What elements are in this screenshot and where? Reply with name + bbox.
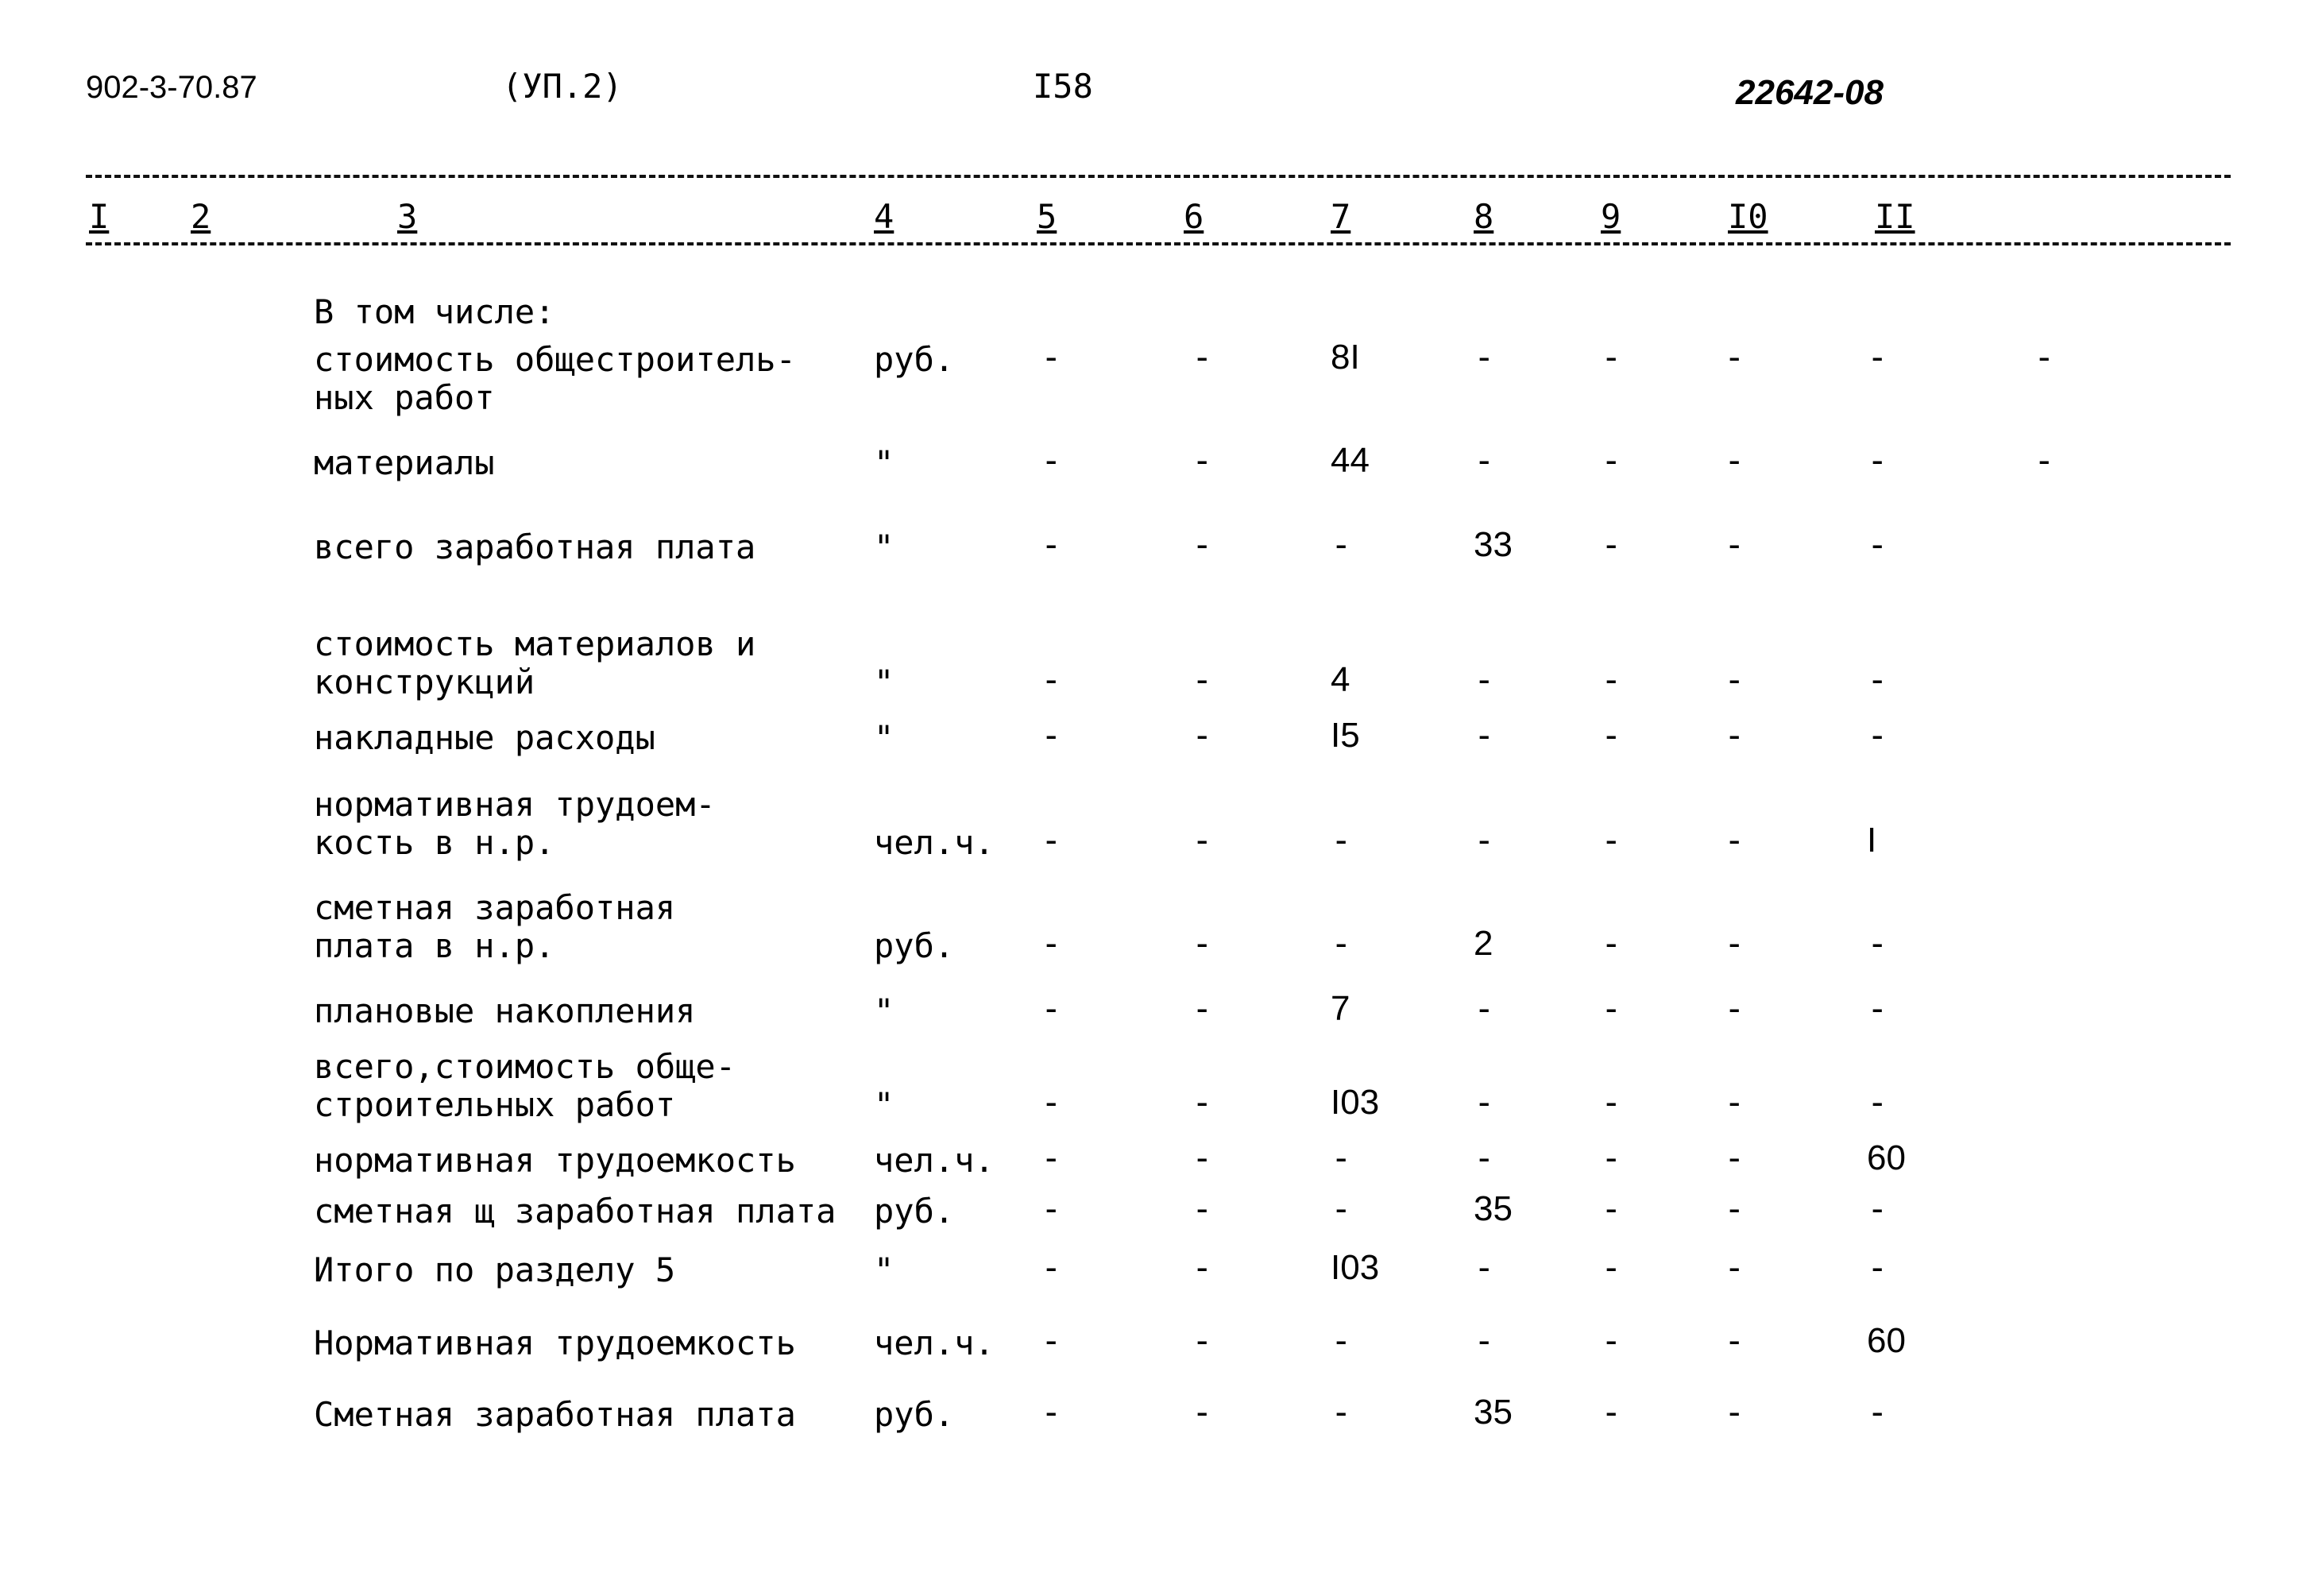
- row-unit: чел.ч.: [874, 823, 995, 862]
- row-value-col-6: -: [1192, 923, 1213, 964]
- row-value-col-6: -: [1192, 1138, 1213, 1178]
- row-value-col-8: -: [1474, 337, 1495, 377]
- row-value-col-10: -: [1724, 923, 1745, 964]
- row-value-col-8: -: [1474, 1247, 1495, 1288]
- column-header-2: 2: [191, 197, 211, 236]
- row-value-col-5: -: [1041, 1247, 1062, 1288]
- row-value-col-8: 35: [1474, 1393, 1513, 1432]
- row-value-col-8: -: [1474, 988, 1495, 1029]
- row-value-col-5: -: [1041, 524, 1062, 565]
- row-value-col-7: -: [1331, 923, 1352, 964]
- row-value-col-10: -: [1724, 524, 1745, 565]
- row-value-col-11: -: [1867, 440, 1888, 481]
- row-value-col-8: -: [1474, 820, 1495, 860]
- row-value-col-10: -: [1724, 1082, 1745, 1123]
- row-value-col-10: -: [1724, 988, 1745, 1029]
- row-value-col-7: 7: [1331, 989, 1350, 1028]
- row-value-col-5: -: [1041, 988, 1062, 1029]
- row-label: всего,стоимость обще-: [314, 1047, 736, 1086]
- column-header-4: 4: [874, 197, 894, 236]
- row-value-col-9: -: [1601, 659, 1622, 700]
- row-value-col-8: -: [1474, 659, 1495, 700]
- row-value-col-9: -: [1601, 1392, 1622, 1432]
- row-value-col-7: -: [1331, 1320, 1352, 1361]
- row-value-col-7: 4: [1331, 660, 1350, 699]
- row-value-col-11: 60: [1867, 1321, 1906, 1360]
- row-value-col-5: -: [1041, 1138, 1062, 1178]
- column-header-10: I0: [1728, 197, 1768, 236]
- row-value-col-10: -: [1724, 715, 1745, 755]
- row-value-col-7: -: [1331, 1188, 1352, 1229]
- row-value-col-11: -: [1867, 923, 1888, 964]
- row-value-col-6: -: [1192, 988, 1213, 1029]
- column-header-5: 5: [1037, 197, 1057, 236]
- row-value-col-9: -: [1601, 1138, 1622, 1178]
- row-value-col-8: 33: [1474, 525, 1513, 564]
- row-label: стоимость материалов и: [314, 624, 756, 663]
- row-value-col-10: -: [1724, 440, 1745, 481]
- row-value-col-11: -: [1867, 988, 1888, 1029]
- row-value-col-9: -: [1601, 1320, 1622, 1361]
- row-value-col-5: -: [1041, 1188, 1062, 1229]
- row-label: стоимость общестроитель-: [314, 340, 796, 379]
- row-value-col-9: -: [1601, 820, 1622, 860]
- row-unit: ": [874, 991, 894, 1030]
- row-label: нормативная трудоем-: [314, 785, 716, 824]
- row-value-col-10: -: [1724, 1138, 1745, 1178]
- row-value-col-5: -: [1041, 1320, 1062, 1361]
- row-value-col-11: -: [1867, 1392, 1888, 1432]
- page-number: I58: [1033, 67, 1093, 106]
- row-unit: ": [874, 527, 894, 566]
- row-value-col-6: -: [1192, 1392, 1213, 1432]
- row-value-col-6: -: [1192, 440, 1213, 481]
- column-header-6: 6: [1184, 197, 1204, 236]
- row-value-col-10: -: [1724, 1320, 1745, 1361]
- row-value-col-10: -: [1724, 820, 1745, 860]
- row-value-col-5: -: [1041, 715, 1062, 755]
- row-value-col-12: -: [2034, 440, 2055, 481]
- column-header-1: I: [89, 197, 110, 236]
- row-value-col-8: -: [1474, 1320, 1495, 1361]
- row-value-col-9: -: [1601, 1082, 1622, 1123]
- row-value-col-8: 35: [1474, 1189, 1513, 1228]
- row-value-col-6: -: [1192, 820, 1213, 860]
- row-value-col-7: -: [1331, 820, 1352, 860]
- row-value-col-10: -: [1724, 1392, 1745, 1432]
- row-value-col-8: 2: [1474, 924, 1493, 963]
- row-value-col-6: -: [1192, 715, 1213, 755]
- row-unit: ": [874, 718, 894, 757]
- row-value-col-6: -: [1192, 1320, 1213, 1361]
- row-value-col-7: I03: [1331, 1083, 1380, 1122]
- row-value-col-11: I: [1867, 821, 1877, 860]
- row-value-col-10: -: [1724, 659, 1745, 700]
- row-label: материалы: [314, 443, 495, 482]
- row-label: всего заработная плата: [314, 527, 756, 566]
- row-unit: чел.ч.: [874, 1141, 995, 1180]
- row-value-col-5: -: [1041, 659, 1062, 700]
- column-header-8: 8: [1474, 197, 1494, 236]
- row-label: нормативная трудоемкость: [314, 1141, 796, 1180]
- row-unit: ": [874, 663, 894, 701]
- row-value-col-9: -: [1601, 440, 1622, 481]
- row-value-col-11: -: [1867, 715, 1888, 755]
- row-value-col-5: -: [1041, 337, 1062, 377]
- row-value-col-11: 60: [1867, 1138, 1906, 1177]
- row-label: Нормативная трудоемкость: [314, 1324, 796, 1362]
- document-code: 902-3-70.87: [86, 70, 257, 105]
- row-value-col-7: I03: [1331, 1248, 1380, 1287]
- row-value-col-9: -: [1601, 1188, 1622, 1229]
- row-value-col-7: -: [1331, 524, 1352, 565]
- album-number: (УП.2): [502, 67, 623, 106]
- row-label: строительных работ: [314, 1085, 676, 1124]
- row-value-col-6: -: [1192, 659, 1213, 700]
- column-header-11: II: [1875, 197, 1915, 236]
- row-value-col-9: -: [1601, 988, 1622, 1029]
- row-label: В том числе:: [314, 292, 555, 331]
- row-label: плановые накопления: [314, 991, 696, 1030]
- row-unit: руб.: [874, 926, 955, 965]
- row-value-col-10: -: [1724, 1188, 1745, 1229]
- row-value-col-5: -: [1041, 923, 1062, 964]
- row-label: плата в н.р.: [314, 926, 555, 965]
- row-value-col-5: -: [1041, 440, 1062, 481]
- row-value-col-6: -: [1192, 1082, 1213, 1123]
- row-value-col-12: -: [2034, 337, 2055, 377]
- row-unit: чел.ч.: [874, 1324, 995, 1362]
- row-label: накладные расходы: [314, 718, 655, 757]
- row-value-col-6: -: [1192, 1188, 1213, 1229]
- row-value-col-6: -: [1192, 1247, 1213, 1288]
- row-value-col-7: I5: [1331, 716, 1360, 755]
- row-value-col-10: -: [1724, 337, 1745, 377]
- row-label: кость в н.р.: [314, 823, 555, 862]
- row-value-col-11: -: [1867, 1247, 1888, 1288]
- row-value-col-9: -: [1601, 715, 1622, 755]
- row-value-col-11: -: [1867, 1082, 1888, 1123]
- row-value-col-6: -: [1192, 337, 1213, 377]
- row-unit: руб.: [874, 1395, 955, 1434]
- row-unit: руб.: [874, 340, 955, 379]
- column-header-7: 7: [1331, 197, 1351, 236]
- column-header-9: 9: [1601, 197, 1621, 236]
- row-value-col-9: -: [1601, 1247, 1622, 1288]
- row-label: сметная заработная: [314, 888, 676, 927]
- row-label: конструкций: [314, 663, 535, 701]
- row-value-col-9: -: [1601, 923, 1622, 964]
- row-value-col-7: -: [1331, 1138, 1352, 1178]
- row-value-col-7: -: [1331, 1392, 1352, 1432]
- row-value-col-11: -: [1867, 524, 1888, 565]
- row-unit: руб.: [874, 1192, 955, 1231]
- row-value-col-7: 8I: [1331, 338, 1360, 377]
- row-value-col-9: -: [1601, 524, 1622, 565]
- row-label: Итого по разделу 5: [314, 1250, 676, 1289]
- row-unit: ": [874, 443, 894, 482]
- column-header-3: 3: [397, 197, 418, 236]
- row-unit: ": [874, 1085, 894, 1124]
- row-value-col-7: 44: [1331, 441, 1370, 480]
- row-value-col-11: -: [1867, 337, 1888, 377]
- row-label: сметная щ заработная плата: [314, 1192, 837, 1231]
- row-value-col-6: -: [1192, 524, 1213, 565]
- row-label: Сметная заработная плата: [314, 1395, 796, 1434]
- row-value-col-8: -: [1474, 440, 1495, 481]
- row-value-col-11: -: [1867, 1188, 1888, 1229]
- row-value-col-8: -: [1474, 715, 1495, 755]
- row-label: ных работ: [314, 378, 495, 417]
- row-value-col-8: -: [1474, 1138, 1495, 1178]
- row-value-col-11: -: [1867, 659, 1888, 700]
- row-value-col-5: -: [1041, 1082, 1062, 1123]
- row-value-col-9: -: [1601, 337, 1622, 377]
- row-value-col-10: -: [1724, 1247, 1745, 1288]
- row-value-col-5: -: [1041, 1392, 1062, 1432]
- row-value-col-8: -: [1474, 1082, 1495, 1123]
- row-unit: ": [874, 1250, 894, 1289]
- inventory-stamp: 22642-08: [1736, 73, 1884, 112]
- row-value-col-5: -: [1041, 820, 1062, 860]
